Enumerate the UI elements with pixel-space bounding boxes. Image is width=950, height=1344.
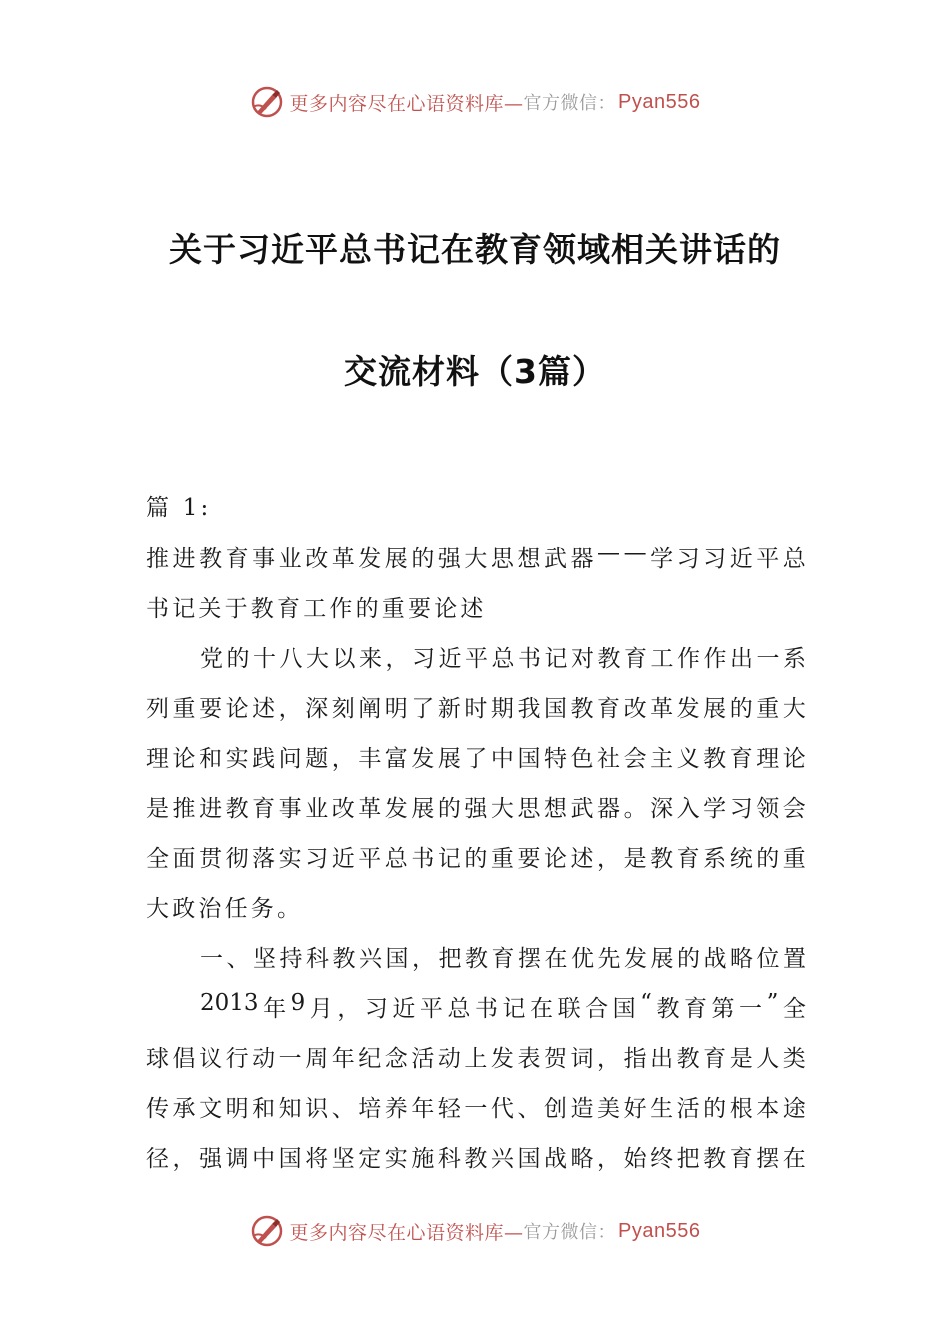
paragraph-line: 党 的 十 八 大 以 来 ， 习 近 平 总 书 记 对 教 育 工 作 作 出 一 系 [200, 646, 806, 672]
paragraph-line: 传 承 文 明 和 知 识 、 培 养 年 轻 一 代 、 创 造 美 好 生 活 的 根 本 途 [146, 1096, 806, 1122]
paragraph-line: 是 推 进 教 育 事 业 改 革 发 展 的 强 大 思 想 武 器 。 深 入 学 习 领 会 [146, 796, 806, 822]
pen-logo-icon [250, 1214, 284, 1248]
document-title-line2: 交流材料（3篇） [344, 352, 606, 391]
paragraph-line: 球 倡 议 行 动 一 周 年 纪 念 活 动 上 发 表 贺 词 ， 指 出 教 育 是 人 类 [146, 1046, 806, 1072]
subtitle-line: 书记关于教育工作的重要论述 [146, 596, 487, 622]
paragraph-line: 2013 年 9 月 ， 习 近 平 总 书 记 在 联 合 国 “ 教 育 第 一 ” 全 [200, 990, 806, 1022]
pen-logo-icon [250, 85, 284, 119]
watermark-wechat-label: 官方微信： [523, 1222, 617, 1243]
section-heading: 一 、 坚 持 科 教 兴 国 ， 把 教 育 摆 在 优 先 发 展 的 战 略 位 置 [200, 946, 806, 972]
footer-watermark [0, 1211, 950, 1251]
paragraph-line: 全 面 贯 彻 落 实 习 近 平 总 书 记 的 重 要 论 述 ， 是 教 育 系 统 的 重 [146, 846, 806, 872]
watermark-wechat-label: 官方微信： [523, 93, 617, 114]
paragraph-line: 列 重 要 论 述 ， 深 刻 阐 明 了 新 时 期 我 国 教 育 改 革 发 展 的 重 大 [146, 696, 806, 722]
subtitle-line: 推 进 教 育 事 业 改 革 发 展 的 强 大 思 想 武 器 — — 学 习 习 近 平 总 [146, 540, 806, 572]
document-title-line1: 关于习近平总书记在教育领域相关讲话的 [169, 230, 781, 269]
watermark-wechat-id: Pyan556 [618, 90, 701, 113]
section-label: 篇 1: [146, 495, 212, 521]
watermark-wechat-id: Pyan556 [618, 1219, 701, 1242]
paragraph-line: 大政治任务。 [146, 896, 304, 922]
watermark-site-text: 更多内容尽在心语资料库— [289, 1221, 524, 1244]
paragraph-line: 径 ， 强 调 中 国 将 坚 定 实 施 科 教 兴 国 战 略 ， 始 终 把 教 育 摆 在 [146, 1146, 806, 1172]
paragraph-line: 理 论 和 实 践 问 题 ， 丰 富 发 展 了 中 国 特 色 社 会 主 义 教 育 理 论 [146, 746, 806, 772]
watermark-site-text: 更多内容尽在心语资料库— [289, 92, 524, 115]
header-watermark [0, 82, 950, 122]
